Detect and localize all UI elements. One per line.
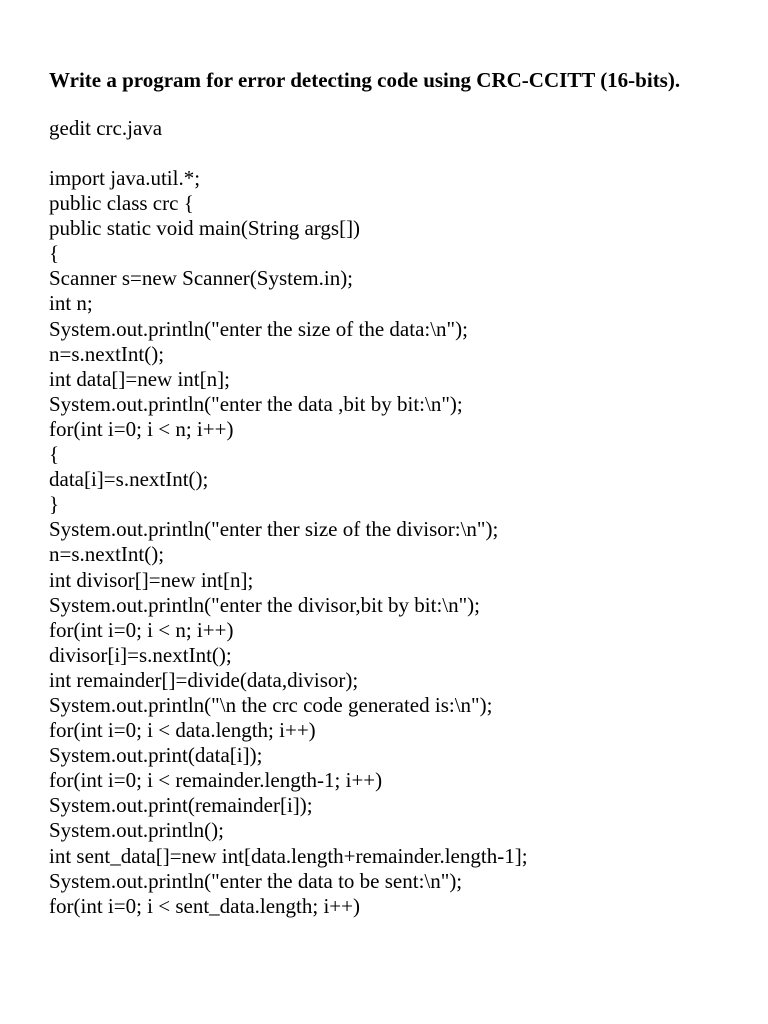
code-line: n=s.nextInt(); xyxy=(49,341,165,366)
code-line: System.out.print(remainder[i]); xyxy=(49,793,313,818)
code-line: int divisor[]=new int[n]; xyxy=(49,567,254,592)
code-line: for(int i=0; i < sent_data.length; i++) xyxy=(49,893,360,918)
code-line: } xyxy=(49,492,60,517)
code-line: int remainder[]=divide(data,divisor); xyxy=(49,667,359,692)
code-line: { xyxy=(49,442,60,467)
code-line: public static void main(String args[]) xyxy=(49,216,361,241)
code-line: data[i]=s.nextInt(); xyxy=(49,467,209,492)
code-line: System.out.println("\n the crc code generated is:\n"); xyxy=(49,692,493,717)
code-line: System.out.println("enter ther size of the divisor:\n"); xyxy=(49,517,499,542)
code-line: import java.util.*; xyxy=(49,166,201,190)
code-line: int n; xyxy=(49,291,93,316)
document-heading: Write a program for error detecting code using CRC-CCITT (16-bits). xyxy=(49,68,681,92)
code-line: divisor[i]=s.nextInt(); xyxy=(49,642,232,667)
code-line: Scanner s=new Scanner(System.in); xyxy=(49,266,354,291)
code-line: public class crc { xyxy=(49,191,194,216)
code-line: for(int i=0; i < n; i++) xyxy=(49,416,234,441)
code-line: System.out.println("enter the data to be sent:\n"); xyxy=(49,868,463,893)
code-line: n=s.nextInt(); xyxy=(49,542,165,567)
code-line: for(int i=0; i < remainder.length-1; i++) xyxy=(49,768,383,793)
code-line: for(int i=0; i < n; i++) xyxy=(49,617,234,642)
code-line: for(int i=0; i < data.length; i++) xyxy=(49,718,316,743)
code-line: int data[]=new int[n]; xyxy=(49,366,230,391)
code-line: System.out.println("enter the data ,bit by bit:\n"); xyxy=(49,391,463,416)
filename-command: gedit crc.java xyxy=(49,116,163,140)
code-line: int sent_data[]=new int[data.length+remainder.length-1]; xyxy=(49,843,528,868)
code-block xyxy=(49,166,718,919)
code-line: System.out.println("enter the divisor,bit by bit:\n"); xyxy=(49,592,481,617)
code-line: System.out.println("enter the size of the data:\n"); xyxy=(49,316,468,341)
code-line: System.out.print(data[i]); xyxy=(49,743,263,768)
code-line: System.out.println(); xyxy=(49,818,224,843)
code-line: { xyxy=(49,241,60,266)
